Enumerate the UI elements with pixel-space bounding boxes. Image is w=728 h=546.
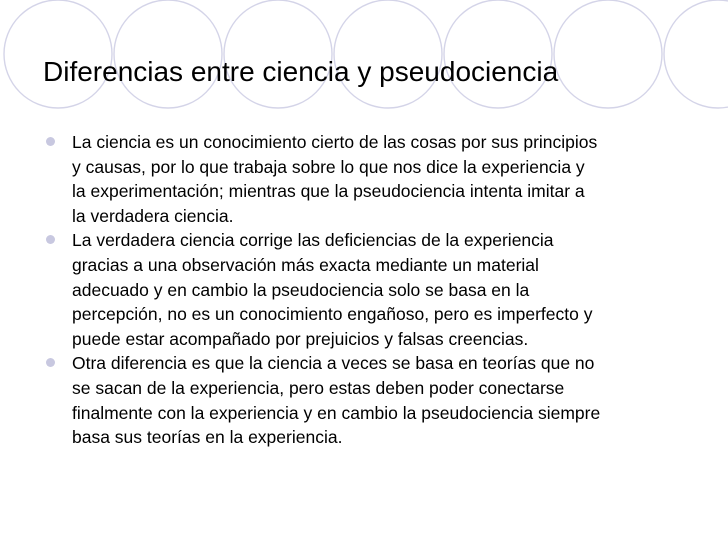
bullet-line: basa sus teorías en la experiencia. xyxy=(72,427,343,448)
bullet-line: La ciencia es un conocimiento cierto de las cosas por sus principios xyxy=(72,132,598,152)
bullet-line: La verdadera ciencia corrige las deficiencias de la experiencia xyxy=(72,230,554,251)
bullet-text xyxy=(72,351,696,449)
bullet-line: la experimentación; mientras que la pseudociencia intenta imitar a xyxy=(72,181,585,202)
bullet-circle-icon xyxy=(46,137,55,146)
bullet-list xyxy=(46,130,696,450)
bullet-circle-icon xyxy=(46,358,55,367)
bullet-line: finalmente con la experiencia y en cambio la pseudociencia siempre xyxy=(72,402,601,423)
slide-title: Diferencias entre ciencia y pseudociencia xyxy=(43,56,559,87)
bullet-line: la verdadera ciencia. xyxy=(72,205,234,226)
decorative-circle-6 xyxy=(554,0,662,108)
bullet-item xyxy=(46,130,696,228)
bullet-item xyxy=(46,351,696,449)
bullet-line: gracias a una observación más exacta mediante un material xyxy=(72,254,539,275)
decorative-circle-7 xyxy=(664,0,728,108)
bullet-item xyxy=(46,228,696,351)
bullet-line: percepción, no es un conocimiento engañoso, pero es imperfecto y xyxy=(72,304,593,325)
bullet-text xyxy=(72,228,696,351)
bullet-line: puede estar acompañado por prejuicios y falsas creencias. xyxy=(72,328,529,349)
bullet-text xyxy=(72,130,696,228)
bullet-line: Otra diferencia es que la ciencia a veces se basa en teorías que no xyxy=(72,353,595,374)
bullet-line: y causas, por lo que trabaja sobre lo que nos dice la experiencia y xyxy=(72,156,585,177)
bullet-line: adecuado y en cambio la pseudociencia solo se basa en la xyxy=(72,279,530,300)
bullet-line: se sacan de la experiencia, pero estas deben poder conectarse xyxy=(72,377,565,398)
bullet-circle-icon xyxy=(46,235,55,244)
